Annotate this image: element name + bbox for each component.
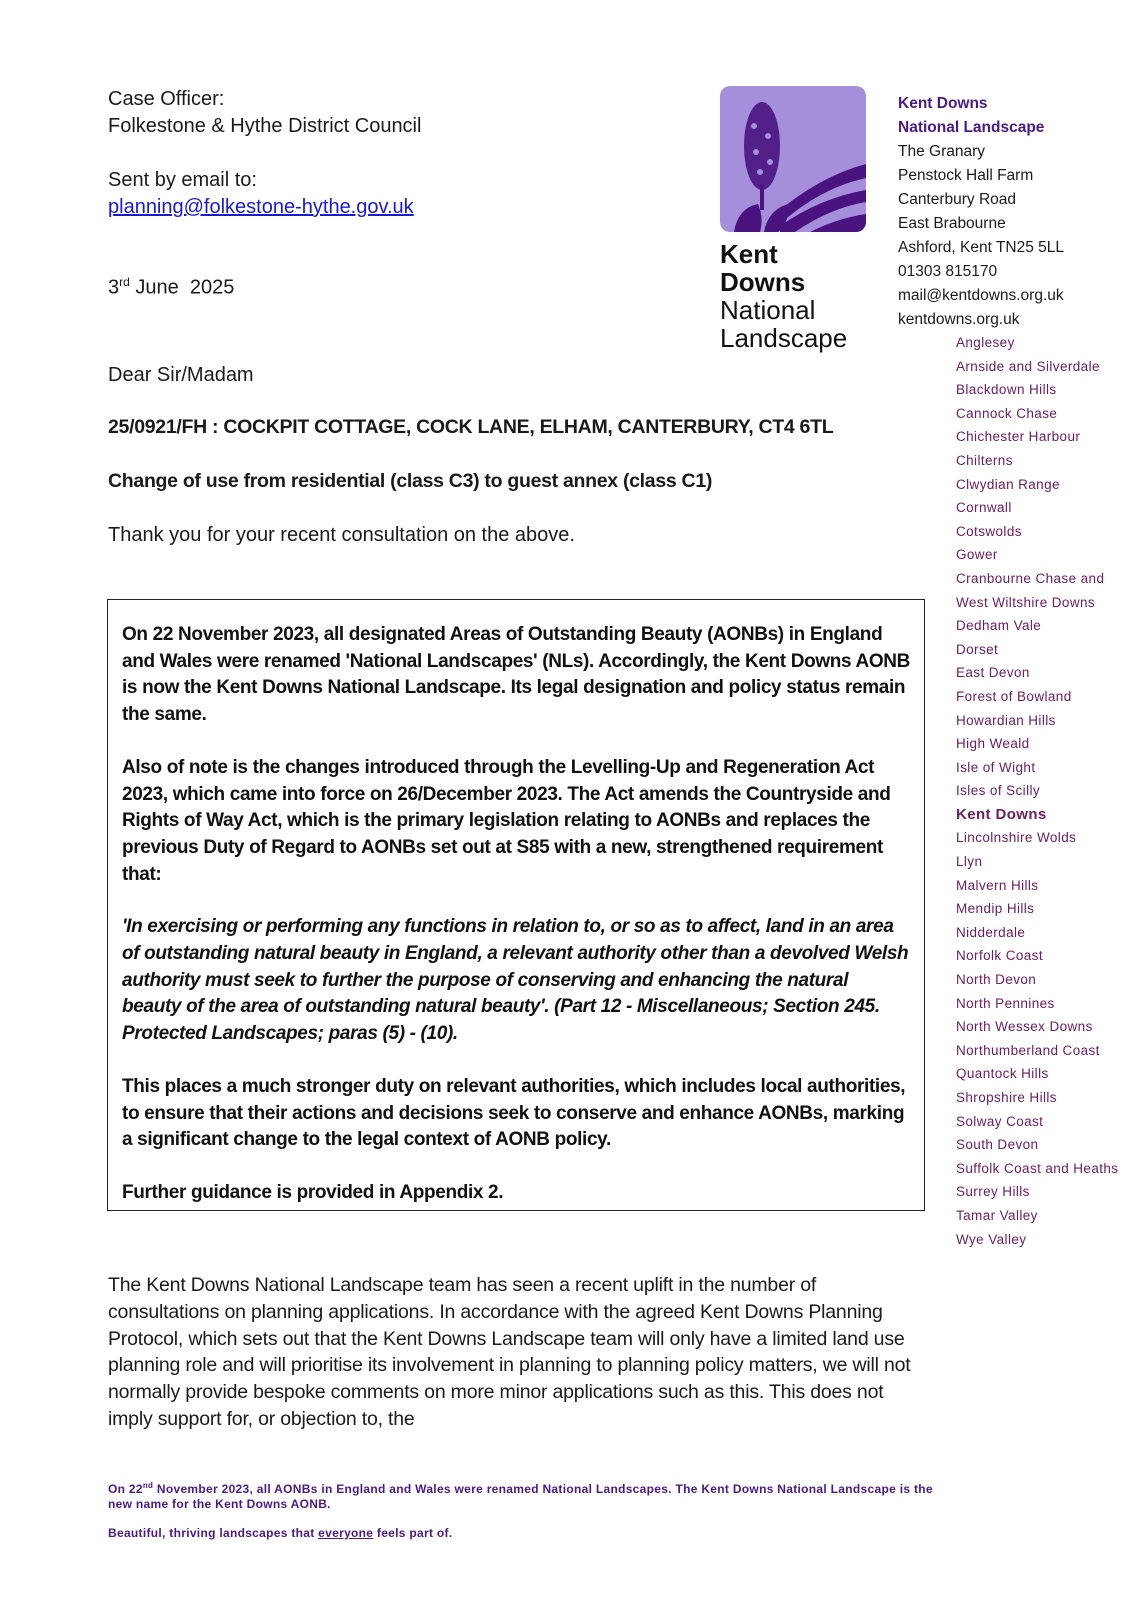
- contact-website[interactable]: kentdowns.org.uk: [898, 311, 1020, 328]
- contact-line: Ashford, Kent TN25 5LL: [898, 239, 1065, 256]
- contact-block: [898, 92, 1064, 332]
- landscape-item: West Wiltshire Downs: [956, 594, 1096, 610]
- landscape-item: Kent Downs: [956, 805, 1047, 823]
- contact-line: Penstock Hall Farm: [898, 167, 1034, 184]
- landscape-item: Llyn: [956, 854, 983, 870]
- notice-paragraph: On 22 November 2023, all designated Areas of Outstanding Beauty (AONBs) in England and Wales were renamed 'National Landscapes' (NLs). Accordingly, the Kent Downs AONB is now the Kent Downs National Landscape. Its legal designation and policy status remain the same.: [122, 624, 910, 726]
- landscape-item: Cornwall: [956, 500, 1012, 516]
- contact-line: The Granary: [898, 143, 986, 160]
- landscape-item: Northumberland Coast: [956, 1042, 1100, 1058]
- landscape-item: Anglesey: [956, 335, 1015, 350]
- landscape-item: North Devon: [956, 972, 1037, 988]
- contact-line: Canterbury Road: [898, 191, 1017, 208]
- landscape-item: Wye Valley: [956, 1231, 1027, 1247]
- landscape-item: Solway Coast: [956, 1113, 1044, 1129]
- contact-line: East Brabourne: [898, 215, 1006, 232]
- landscape-item: North Pennines: [956, 995, 1055, 1011]
- landscape-item: Chilterns: [956, 452, 1013, 468]
- contact-email[interactable]: mail@kentdowns.org.uk: [898, 287, 1064, 304]
- landscape-item: East Devon: [956, 665, 1030, 681]
- letter-date: 3rd June 2025: [108, 275, 235, 299]
- thanks-line: Thank you for your recent consultation on the above.: [108, 524, 575, 546]
- landscape-item: Shropshire Hills: [956, 1090, 1057, 1105]
- landscapes-list: [956, 334, 1126, 1254]
- recipient-line1: Case Officer:: [108, 88, 225, 110]
- application-reference: 25/0921/FH : COCKPIT COTTAGE, COCK LANE, ELHAM, CANTERBURY, CT4 6TL: [108, 416, 834, 438]
- logo-text-1: Kent Downs: [720, 239, 806, 297]
- footer: [108, 1478, 958, 1541]
- landscape-item: High Weald: [956, 736, 1030, 752]
- landscape-item: Clwydian Range: [956, 476, 1060, 492]
- org-name-2: National Landscape: [898, 119, 1045, 136]
- logo-text-2: National: [720, 295, 816, 325]
- landscape-item: Isle of Wight: [956, 759, 1036, 775]
- landscape-item: Gower: [956, 547, 998, 563]
- landscape-item: Dedham Vale: [956, 618, 1042, 634]
- landscape-item: Howardian Hills: [956, 712, 1056, 728]
- notice-paragraph: This places a much stronger duty on relevant authorities, which includes local authorities, to ensure that their actions and decisions seek to conserve and enhance AONBs, marking a significant change to the legal context of AONB policy.: [122, 1075, 906, 1151]
- landscape-item: Chichester Harbour: [956, 429, 1081, 445]
- application-subject: Change of use from residential (class C3) to guest annex (class C1): [108, 470, 713, 492]
- landscape-item: South Devon: [956, 1137, 1039, 1153]
- landscape-item: Suffolk Coast and Heaths: [956, 1160, 1119, 1176]
- landscape-item: Malvern Hills: [956, 877, 1039, 893]
- landscape-item: Cotswolds: [956, 523, 1022, 539]
- notice-paragraph: Further guidance is provided in Appendix 2.: [122, 1181, 504, 1203]
- recipient-block: [108, 86, 421, 221]
- notice-quote: 'In exercising or performing any functions in relation to, or so as to affect, land in an area of outstanding natural beauty in England, a relevant authority other than a devolved Welsh authority must seek to further the purpose of conserving and enhancing the natural beauty of the area of outstanding natural beauty'. (Part 12 - Miscellaneous; Section 245. Protected Landscapes; paras (5) - (10).: [122, 916, 909, 1045]
- recipient-line2: Folkestone & Hythe District Council: [108, 115, 422, 137]
- landscape-item: Arnside and Silverdale: [956, 358, 1100, 374]
- footer-note: On 22nd November 2023, all AONBs in England and Wales were renamed National Landscapes. The Kent Downs National Landscape is the new name for the Kent Downs AONB.: [108, 1481, 933, 1511]
- logo-emblem-icon: [720, 86, 866, 232]
- landscape-item: Lincolnshire Wolds: [956, 830, 1077, 846]
- landscape-item: Surrey Hills: [956, 1184, 1030, 1200]
- logo-text-3: Landscape: [720, 323, 848, 353]
- landscape-item: Isles of Scilly: [956, 783, 1041, 799]
- landscape-item: North Wessex Downs: [956, 1019, 1093, 1035]
- landscape-item: Dorset: [956, 641, 999, 657]
- landscape-item: Cannock Chase: [956, 405, 1058, 421]
- contact-phone: 01303 815170: [898, 263, 998, 280]
- notice-paragraph: Also of note is the changes introduced through the Levelling-Up and Regeneration Act 2023, which came into force on 26/December 2023. The Act amends the Countryside and Rights of Way Act, which is the primary legislation relating to AONBs and replaces the previous Duty of Regard to AONBs set out at S85 with a new, strengthened requirement that:: [122, 756, 891, 885]
- landscape-item: Tamar Valley: [956, 1207, 1038, 1223]
- landscape-item: Forest of Bowland: [956, 688, 1072, 704]
- landscape-item: Quantock Hills: [956, 1066, 1049, 1082]
- body-paragraph: The Kent Downs National Landscape team has seen a recent uplift in the number of consultations on planning applications. In accordance with the agreed Kent Downs Planning Protocol, which sets out that the Kent Downs Landscape team will only have a limited land use planning role and will prioritise its involvement in planning to planning policy matters, we will not normally provide bespoke comments on more minor applications such as this. This does not imply support for, or objection to, the: [108, 1274, 911, 1430]
- org-name-1: Kent Downs: [898, 95, 988, 112]
- landscape-item: Nidderdale: [956, 924, 1026, 940]
- sent-label: Sent by email to:: [108, 169, 257, 191]
- greeting: Dear Sir/Madam: [108, 364, 254, 386]
- email-link[interactable]: planning@folkestone-hythe.gov.uk: [108, 196, 414, 218]
- landscape-item: Norfolk Coast: [956, 948, 1043, 964]
- footer-tagline: Beautiful, thriving landscapes that everyone feels part of.: [108, 1526, 453, 1540]
- landscape-item: Cranbourne Chase and: [956, 570, 1105, 586]
- notice-box: [107, 599, 925, 1211]
- logo: [720, 86, 868, 352]
- landscape-item: Mendip Hills: [956, 901, 1035, 917]
- landscape-item: Blackdown Hills: [956, 382, 1057, 398]
